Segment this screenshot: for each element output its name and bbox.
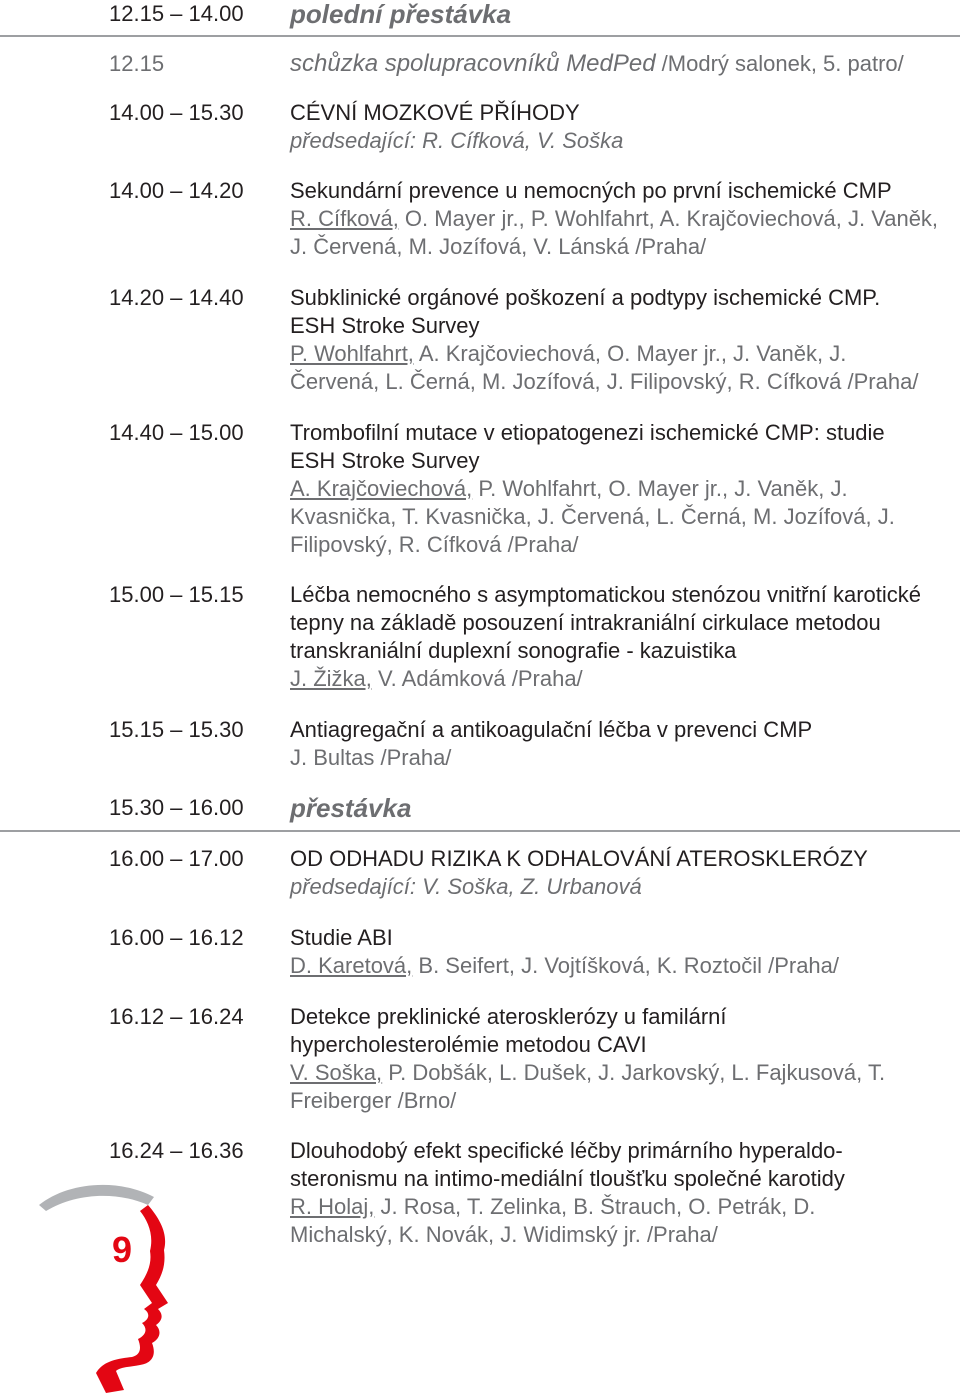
entry-time: 16.00 – 17.00 — [109, 846, 244, 871]
coauthors: V. Adámková /Praha/ — [371, 666, 583, 691]
coauthors: B. Seifert, J. Vojtíšková, K. Roztočil /Praha/ — [412, 953, 840, 978]
talk-title: Sekundární prevence u nemocných po první ischemické CMP — [290, 178, 892, 203]
meeting-title: schůzka spolupracovníků MedPed — [290, 50, 656, 77]
talk-title: Studie ABI — [290, 925, 393, 950]
entry-time: 16.12 – 16.24 — [109, 1004, 244, 1029]
divider — [0, 35, 960, 37]
break-title: přestávka — [290, 793, 412, 823]
presenter-name: A. Krajčoviechová, — [290, 476, 473, 501]
coauthors: O. Mayer jr., P. Wohlfahrt, A. Krajčoviechová, J. Vaněk, J. Červená, M. Jozífová, V. Lánská /Praha/ — [290, 206, 939, 259]
section-chairs: předsedající: V. Soška, Z. Urbanová — [290, 874, 642, 899]
entry-time: 16.00 – 16.12 — [109, 925, 244, 950]
talk-title: Subklinické orgánové poškození a podtypy ischemické CMP. ESH Stroke Survey — [290, 285, 881, 338]
section-chairs: předsedající: R. Cífková, V. Soška — [290, 128, 624, 153]
entry-time: 15.15 – 15.30 — [109, 717, 244, 742]
divider — [0, 830, 960, 832]
entry-time: 15.00 – 15.15 — [109, 582, 244, 607]
coauthors: J. Bultas /Praha/ — [290, 745, 452, 770]
talk-title: Antiagregační a antikoagulační léčba v prevenci CMP — [290, 717, 813, 742]
page-number: 9 — [112, 1229, 133, 1270]
presenter-name: P. Wohlfahrt, — [290, 341, 414, 366]
entry-time: 12.15 – 14.00 — [109, 1, 244, 26]
talk-title: Detekce preklinické aterosklerózy u familární hypercholesterolémie metodou CAVI — [290, 1004, 727, 1057]
coauthors: J. Rosa, T. Zelinka, B. Štrauch, O. Petrák, D. Michalský, K. Novák, J. Widimský jr. /Praha/ — [290, 1194, 816, 1247]
entry-time: 16.24 – 16.36 — [109, 1138, 244, 1163]
entry-time: 14.20 – 14.40 — [109, 285, 244, 310]
presenter-name: R. Holaj, — [290, 1194, 375, 1219]
presenter-name: D. Karetová, — [290, 953, 413, 978]
entry-time: 12.15 — [109, 51, 165, 76]
presenter-name: R. Cífková, — [290, 206, 399, 231]
entry-time: 14.00 – 15.30 — [109, 100, 244, 125]
section-title: OD ODHADU RIZIKA K ODHALOVÁNÍ ATEROSKLERÓZY — [290, 846, 868, 871]
talk-title: Trombofilní mutace v etiopatogenezi ischemické CMP: studie ESH Stroke Survey — [290, 420, 885, 473]
coauthors: P. Dobšák, L. Dušek, J. Jarkovský, L. Fajkusová, T. Freiberger /Brno/ — [290, 1060, 886, 1113]
coauthors: P. Wohlfahrt, O. Mayer jr., J. Vaněk, J. Kvasnička, T. Kvasnička, J. Červená, L. Černá, M. Jozífová, J. Filipovský, R. Cífková /Praha/ — [290, 476, 895, 557]
entry-time: 14.00 – 14.20 — [109, 178, 244, 203]
entry-time: 15.30 – 16.00 — [109, 795, 244, 820]
talk-title: Léčba nemocného s asymptomatickou stenózou vnitřní karotické tepny na základě posouzení intrakraniální cirkulace metodou transkraniální duplexní sonografie - kazuistika — [290, 582, 921, 663]
presenter-name: J. Žižka, — [290, 666, 372, 691]
break-title: polední přestávka — [290, 0, 512, 29]
meeting-place: /Modrý salonek, 5. patro/ — [655, 51, 904, 76]
head-profile-logo — [36, 1175, 186, 1395]
section-title: CÉVNÍ MOZKOVÉ PŘÍHODY — [290, 100, 580, 125]
entry-time: 14.40 – 15.00 — [109, 420, 244, 445]
talk-title: Dlouhodobý efekt specifické léčby primárního hyperaldo-steronismu na intimo-mediální tloušťku společné karotidy — [290, 1138, 845, 1191]
coauthors: A. Krajčoviechová, O. Mayer jr., J. Vaněk, J. Červená, L. Černá, M. Jozífová, J. Filipovský, R. Cífková /Praha/ — [290, 341, 919, 394]
presenter-name: V. Soška, — [290, 1060, 383, 1085]
